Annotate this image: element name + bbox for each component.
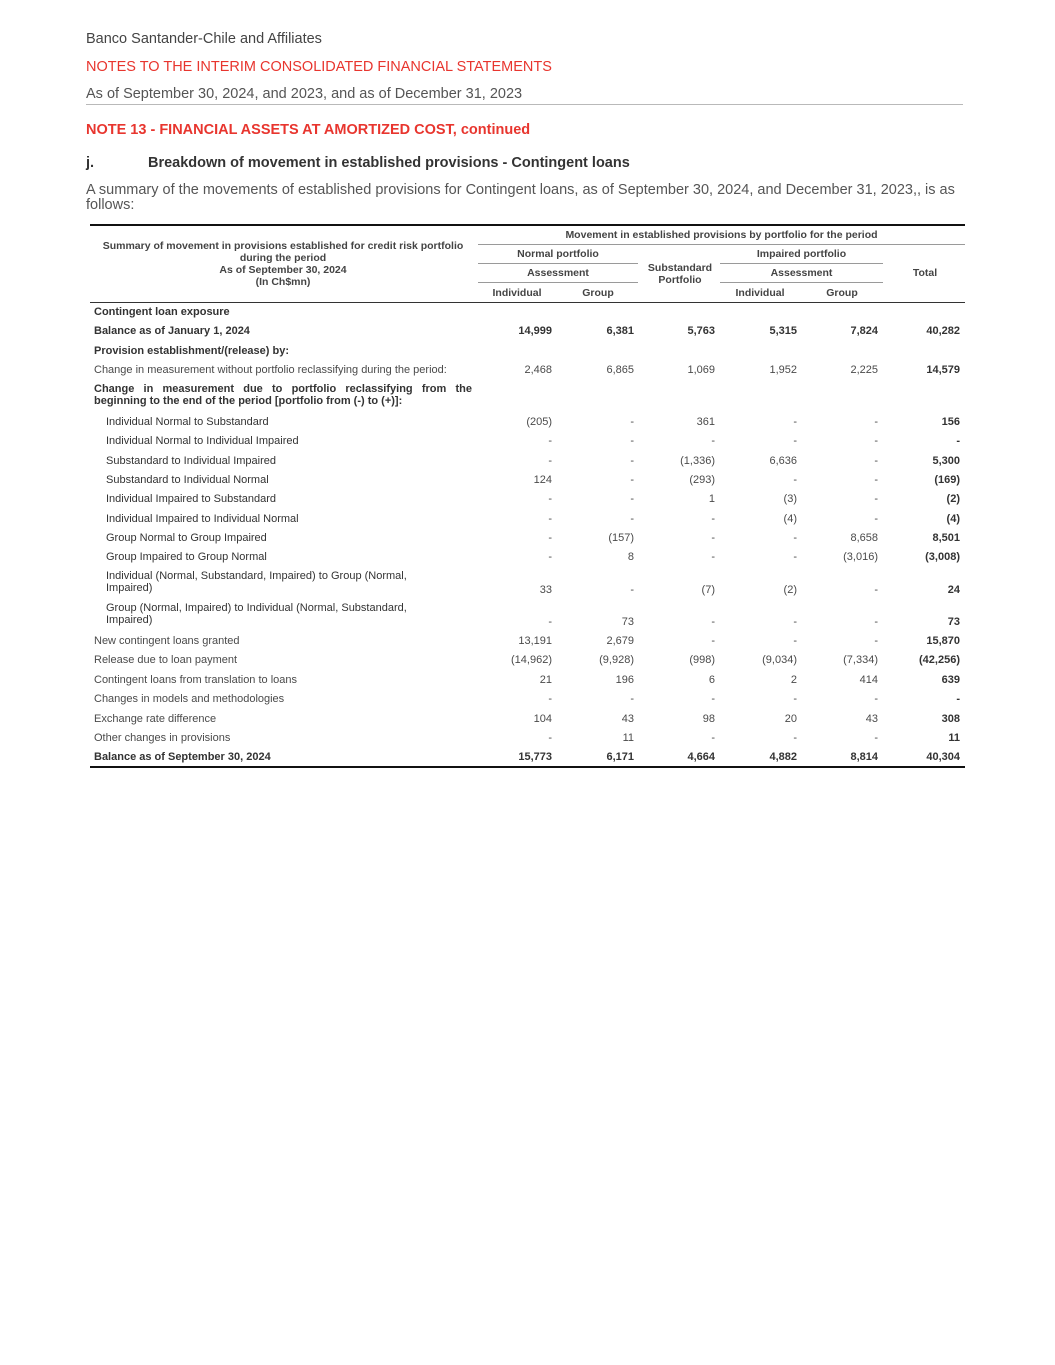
row-label: Change in measurement without portfolio reclassifying during the period: — [94, 364, 447, 376]
cell-substandard: 5,763 — [687, 325, 715, 337]
cell-substandard: 1,069 — [687, 364, 715, 376]
section-intro: A summary of the movements of established provisions for Contingent loans, as of September 30, 2024, and December 31, 2023,, is as follows: — [86, 182, 955, 213]
cell-individual-impaired: - — [793, 732, 797, 744]
normal-rule — [478, 263, 638, 264]
col-individual-normal: Individual — [492, 287, 542, 299]
cell-individual-normal: - — [548, 693, 552, 705]
cell-individual-impaired: - — [793, 435, 797, 447]
table-row — [90, 603, 965, 635]
cell-group-normal: - — [630, 416, 634, 428]
cell-individual-impaired: 20 — [784, 713, 797, 725]
cell-group-normal: 6,381 — [606, 325, 634, 337]
cell-total: - — [956, 435, 960, 447]
cell-individual-impaired: - — [793, 551, 797, 563]
cell-individual-impaired: 5,315 — [769, 325, 797, 337]
cell-total: 11 — [948, 732, 960, 744]
cell-substandard: - — [711, 635, 715, 647]
cell-individual-impaired: 6,636 — [769, 455, 797, 467]
section-title: Breakdown of movement in established provisions - Contingent loans — [148, 155, 630, 171]
cell-individual-impaired: (3) — [783, 493, 797, 505]
assessment-normal-rule — [478, 282, 638, 283]
cell-total: 40,304 — [926, 751, 960, 763]
cell-substandard: - — [711, 435, 715, 447]
company-name: Banco Santander-Chile and Affiliates — [86, 31, 322, 47]
row-label: Substandard to Individual Normal — [106, 474, 269, 486]
cell-group-impaired: 8,658 — [850, 532, 878, 544]
cell-individual-normal: 124 — [533, 474, 552, 486]
cell-individual-impaired: - — [793, 616, 797, 628]
cell-group-impaired: - — [874, 732, 878, 744]
cell-individual-normal: - — [548, 513, 552, 525]
cell-individual-normal: - — [548, 455, 552, 467]
cell-individual-impaired: - — [793, 693, 797, 705]
cell-total: 5,300 — [932, 455, 960, 467]
movement-header: Movement in established provisions by portfolio for the period — [565, 229, 878, 241]
table-row — [90, 571, 965, 603]
cell-substandard: - — [711, 693, 715, 705]
col-group-impaired: Group — [826, 287, 858, 299]
cell-individual-impaired: (9,034) — [762, 654, 797, 666]
normal-portfolio-header: Normal portfolio — [517, 248, 599, 260]
cell-group-normal: 43 — [621, 713, 634, 725]
col-individual-impaired: Individual — [735, 287, 785, 299]
cell-group-impaired: - — [874, 635, 878, 647]
cell-group-impaired: 43 — [865, 713, 878, 725]
cell-individual-normal: - — [548, 493, 552, 505]
cell-substandard: 4,664 — [687, 751, 715, 763]
header-divider — [86, 104, 963, 105]
assessment-impaired-header: Assessment — [770, 267, 833, 279]
cell-individual-normal: 104 — [533, 713, 552, 725]
cell-group-normal: 8 — [627, 551, 634, 563]
cell-group-normal: (157) — [608, 532, 634, 544]
cell-total: 40,282 — [926, 325, 960, 337]
cell-group-impaired: - — [874, 435, 878, 447]
cell-individual-impaired: (4) — [783, 513, 797, 525]
cell-individual-impaired: (2) — [783, 584, 797, 596]
cell-individual-normal: 33 — [539, 584, 552, 596]
assessment-normal-header: Assessment — [527, 267, 589, 279]
row-label: Substandard to Individual Impaired — [106, 455, 276, 467]
cell-substandard: 361 — [696, 416, 715, 428]
cell-individual-normal: 21 — [539, 674, 552, 686]
cell-individual-impaired: 2 — [790, 674, 797, 686]
row-label: Individual Impaired to Substandard — [106, 493, 276, 505]
notes-title: NOTES TO THE INTERIM CONSOLIDATED FINANCIAL STATEMENTS — [86, 59, 552, 75]
cell-group-normal: - — [630, 474, 634, 486]
cell-individual-impaired: - — [793, 474, 797, 486]
cell-individual-normal: (14,962) — [511, 654, 552, 666]
cell-total: (2) — [946, 493, 960, 505]
cell-substandard: (7) — [701, 584, 715, 596]
row-label: Contingent loans from translation to loans — [94, 674, 298, 686]
row-label: Other changes in provisions — [94, 732, 231, 744]
cell-individual-normal: - — [548, 616, 552, 628]
row-label: Exchange rate difference — [94, 713, 217, 725]
total-header: Total — [912, 267, 938, 279]
cell-substandard: - — [711, 551, 715, 563]
cell-individual-impaired: - — [793, 532, 797, 544]
cell-group-normal: 196 — [615, 674, 634, 686]
cell-total: 24 — [947, 584, 960, 596]
cell-substandard: - — [711, 616, 715, 628]
assessment-impaired-rule — [720, 282, 883, 283]
cell-group-normal: 2,679 — [606, 635, 634, 647]
cell-individual-normal: (205) — [526, 416, 552, 428]
cell-substandard: - — [711, 532, 715, 544]
cell-individual-impaired: - — [793, 416, 797, 428]
row-label: Group Impaired to Group Normal — [106, 551, 267, 563]
cell-substandard: - — [711, 513, 715, 525]
table-bottom-rule — [90, 766, 965, 768]
cell-group-impaired: - — [874, 474, 878, 486]
cell-individual-normal: - — [548, 435, 552, 447]
cell-substandard: (293) — [689, 474, 715, 486]
cell-individual-impaired: 1,952 — [769, 364, 797, 376]
cell-group-normal: 6,865 — [606, 364, 634, 376]
cell-group-impaired: - — [874, 584, 878, 596]
cell-group-impaired: - — [874, 493, 878, 505]
section-letter: j. — [86, 155, 95, 171]
cell-group-normal: - — [630, 513, 634, 525]
cell-group-impaired: 2,225 — [850, 364, 878, 376]
cell-total: 14,579 — [926, 364, 960, 376]
cell-total: 308 — [941, 713, 960, 725]
cell-substandard: (998) — [689, 654, 715, 666]
cell-individual-normal: - — [548, 551, 552, 563]
cell-group-normal: - — [630, 455, 634, 467]
cell-total: 15,870 — [926, 635, 960, 647]
cell-group-impaired: 414 — [859, 674, 878, 686]
header-rule — [478, 244, 965, 245]
cell-individual-normal: 13,191 — [518, 635, 552, 647]
cell-total: 8,501 — [932, 532, 960, 544]
cell-group-impaired: 7,824 — [850, 325, 878, 337]
cell-total: (169) — [934, 474, 960, 486]
impaired-rule — [720, 263, 883, 264]
cell-total: 156 — [941, 416, 960, 428]
cell-individual-impaired: 4,882 — [769, 751, 797, 763]
cell-individual-normal: - — [548, 532, 552, 544]
cell-individual-normal: 14,999 — [518, 325, 552, 337]
cell-total: 639 — [941, 674, 960, 686]
row-label: Individual Normal to Individual Impaired — [106, 435, 299, 447]
cell-individual-impaired: - — [793, 635, 797, 647]
cell-group-normal: - — [630, 435, 634, 447]
cell-total: 73 — [947, 616, 960, 628]
header-bottom-rule — [90, 302, 965, 303]
cell-total: - — [956, 693, 960, 705]
cell-group-impaired: - — [874, 693, 878, 705]
impaired-portfolio-header: Impaired portfolio — [756, 248, 847, 260]
row-label: Group (Normal, Impaired) to Individual (Normal, Substandard, Impaired) — [106, 602, 407, 626]
cell-individual-normal: 15,773 — [518, 751, 552, 763]
cell-substandard: 1 — [708, 493, 715, 505]
substandard-header: Substandard Portfolio — [647, 262, 713, 286]
row-label: New contingent loans granted — [94, 635, 240, 647]
cell-group-impaired: - — [874, 513, 878, 525]
cell-substandard: - — [711, 732, 715, 744]
col-group-normal: Group — [582, 287, 614, 299]
cell-group-impaired: (7,334) — [843, 654, 878, 666]
cell-group-impaired: - — [874, 616, 878, 628]
cell-group-normal: 6,171 — [606, 751, 634, 763]
row-label: Change in measurement due to portfolio reclassifying from the beginning to the end of the period [portfolio from (-) to (+)]: — [94, 383, 472, 407]
table-top-rule — [90, 224, 965, 226]
cell-total: (42,256) — [919, 654, 960, 666]
cell-substandard: 6 — [708, 674, 715, 686]
cell-group-impaired: 8,814 — [850, 751, 878, 763]
cell-individual-normal: 2,468 — [524, 364, 552, 376]
row-label: Individual Normal to Substandard — [106, 416, 269, 428]
cell-group-normal: - — [630, 493, 634, 505]
row-label: Provision establishment/(release) by: — [94, 345, 290, 357]
row-label: Individual Impaired to Individual Normal — [106, 513, 299, 525]
summary-header: Summary of movement in provisions established for credit risk portfolio during the period As of September 30, 2024 (In Ch$mn) — [102, 240, 464, 288]
row-label: Balance as of January 1, 2024 — [94, 325, 250, 337]
row-label: Group Normal to Group Impaired — [106, 532, 267, 544]
cell-group-impaired: - — [874, 455, 878, 467]
cell-total: (3,008) — [925, 551, 960, 563]
cell-total: (4) — [946, 513, 960, 525]
note-title: NOTE 13 - FINANCIAL ASSETS AT AMORTIZED COST, continued — [86, 122, 531, 138]
cell-group-impaired: (3,016) — [843, 551, 878, 563]
row-label: Individual (Normal, Substandard, Impaired) to Group (Normal, Impaired) — [106, 570, 407, 594]
cell-group-normal: - — [630, 584, 634, 596]
row-label: Contingent loan exposure — [94, 306, 230, 318]
row-label: Changes in models and methodologies — [94, 693, 285, 705]
cell-group-normal: - — [630, 693, 634, 705]
cell-substandard: (1,336) — [680, 455, 715, 467]
cell-group-normal: (9,928) — [599, 654, 634, 666]
row-label: Balance as of September 30, 2024 — [94, 751, 271, 763]
cell-group-normal: 11 — [622, 732, 634, 744]
as-of-date: As of September 30, 2024, and 2023, and as of December 31, 2023 — [86, 86, 523, 102]
cell-individual-normal: - — [548, 732, 552, 744]
row-label: Release due to loan payment — [94, 654, 238, 666]
cell-substandard: 98 — [702, 713, 715, 725]
cell-group-normal: 73 — [621, 616, 634, 628]
cell-group-impaired: - — [874, 416, 878, 428]
